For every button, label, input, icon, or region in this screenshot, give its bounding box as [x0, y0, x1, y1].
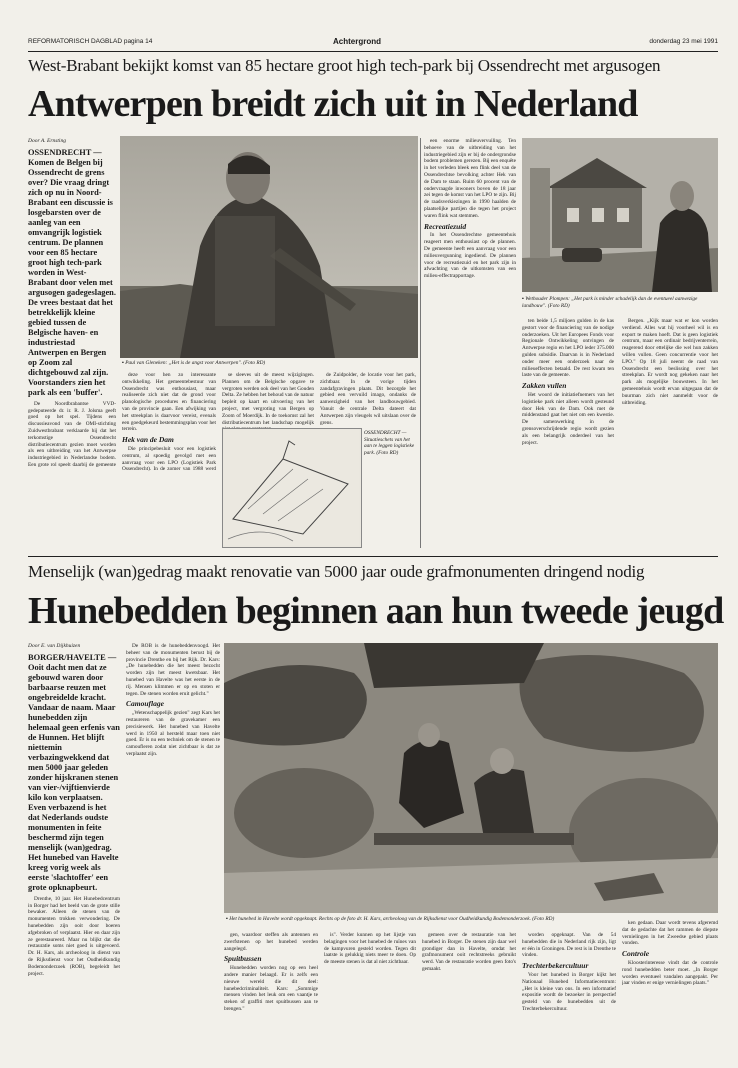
article2-column-2 — [126, 643, 220, 903]
article2-body: is". Verder kunnen op het lijstje van belagingen voor het hunebed de ruïnes van de kampvuren gesteld worden. Tegen dit laatste is gelukkig niets meer te doen. Op de meeste stenen is dat al niet zichtbaar. — [324, 932, 416, 966]
photo-illustration — [522, 138, 718, 292]
article1-body: deze voor hen zo interessante ontwikkeling. Het gemeentebestuur van Ossendrecht was enthousiast, maar realiseerde zich niet dat de grond voor planologische procedures en financiering van de provincie gaan. Een afwijking van het streekplan is daarvoor vereist, evenals een goedgekeurd bestemmingsplan voor het terrein. — [122, 372, 216, 433]
article1-body: In het Ossendrechtse gemeentehuis reageert men enthousiast op de plannen. De gemeente heeft een aanvraag voor een milieuvergunning ingediend. De plannen voor de recreatiezuid en het park zijn in afwachting van de uitkomsten van een milieu-effectrapportage. — [424, 232, 516, 280]
photo1-caption-text: Paul van Gleneken: „Het is de angst voor Antwerpen". (Foto RD) — [125, 360, 266, 366]
photo2-caption-text: Wethouder Plompen: „Het park is minder schadelijk dan de eventueel aanwezige landbouw". (Foto RD) — [522, 296, 698, 309]
article1-body: se sleeves uit de meest wijzigingen. Plannen om de Belgische opgave te vergroten werden ook deel van het Gouden Delta. Ze hebben het behoud van de natuur bepleit op kaart en uitvoering van het project, met vergroting van Bergen op Zoom of Moerdijk. In de toekomst zal het distributiecentrum het landschap mogelijk — [222, 372, 314, 426]
article2-byline: Door E. van Dijkhuizen — [28, 643, 81, 649]
article2-body: De ROB is de hunebeddenvoogd. Het beheer van de monumenten berust bij de provincie Drenthe en bij het Rijk. Dr. Kars: „De hunebedden die het meest bezocht worden zijn het meest kwetsbaar. Het hunebed van Havelte was het eerste in de rij. Mensen klimmen er op en stoten er tegen. De stenen worden eruit gelicht." — [126, 643, 220, 697]
article1-body: een enorme milieuvervuiling. Ten behoeve van de uitbreiding van het industriegebied zijn er bij de ondergrondse bodem problemen gerezen. Bij een enquête in het verleden bleek een flink deel van de Ossendrechtse bevolking achter Hek van de Dam te staan. Ruim 60 procent van de ondervraagde inwoners boven de 18 jaar zei tegen de komst van het LPO te zijn. Bij de raadsverkiezingen in 1990 haalden de plaatselijke partijen die tegen het project waren flink wat stemmen. — [424, 138, 516, 219]
article1-body: Die principebesluit voor een logistiek centrum, al spoedig gevolgd met een aanvraag voor een LPO (Logistiek Park Ossendrecht). In de zomer van 1988 werd — [122, 445, 216, 472]
article2-headline: Hunebedden beginnen aan hun tweede jeugd — [28, 590, 724, 632]
article1-subhead: Hek van de Dam — [122, 435, 174, 445]
article2-column-5 — [422, 932, 516, 1044]
article2-column-3 — [224, 932, 318, 1044]
article1-subhead: Zakken vullen — [522, 381, 567, 391]
article2-body: Drenthe, 10 jaar. Het Hunebedcentrum in Borger had het beeld van de grote stille bewaker. Alleen de stenen van de monumenten trokken verwondering. De hunebedden zijn ooit door boeren afgebroken of verplaatst. Hier en daar zijn ze gerestaureerd. Maar nu blijkt dat die restauratie soms niet goed is uitgevoerd. Dr. H. Kars, als archeoloog in dienst van de Rijksdienst voor het Oudheidkundig Bodemonderzoek (ROB), begeleidt het project. — [28, 895, 120, 977]
article1-kicker: West-Brabant bekijkt komst van 85 hectare groot high tech-park bij Ossendrecht met argusogen — [28, 56, 661, 75]
article2-body: „Wetenschappelijk gezien" zegt Kars het restaureren van de gravekamer een precisiewerk. Het hunebed van Havelte werd in 1950 al hersteld maar toen niet goed. Er is nu een techniek om de stenen te camoufleren zodat niet zichtbaar is dat ze verplaatst zijn. — [126, 710, 220, 757]
article1-byline: Door A. Ernsting — [28, 138, 66, 144]
photo2-caption: ▪ Wethouder Plompen: „Het park is minder schadelijk dan de eventueel aanwezige landbouw". (Foto RD) — [522, 296, 698, 309]
article1-body: Bergen. „Kijk maar wat er kon worden verdiend. Alles wat hij voorheel wil is en export te maken hoeft. Dat is geen logistiek centrum, maar een ordinair bedrijventerrein, reagerend door ettelijke die wel hun zakken willen vullen. Geen concurrentie voor het LPO." Op 18 juli neemt de raad van Ossendrecht een beslissing over het streekplan. Er wordt nog gekeken naar het park als mogelijke bouwsteen. In het gemeentehuis wordt ervan uitgegaan dat de buurman zich niet aanmeldt voor de uitbreiding. — [622, 318, 718, 406]
column-divider — [420, 138, 421, 548]
photo-illustration — [120, 136, 418, 358]
article1-column-5 — [424, 138, 516, 548]
photo-paul-van-gleneken — [120, 136, 418, 358]
article1-column-4 — [320, 372, 416, 427]
photo-illustration — [224, 643, 718, 913]
article1-column-7 — [622, 318, 718, 550]
issue-date: donderdag 23 mei 1991 — [649, 38, 718, 45]
article2-body: worden opgeknapt. Van de 54 hunebedden die in Nederland rijk zijn, ligt er één in Groningen. De rest is in Drenthe te vinden. — [522, 932, 616, 959]
article2-kicker: Menselijk (wan)gedrag maakt renovatie van 5000 jaar oude grafmonumenten dringend nodig — [28, 562, 645, 581]
article2-column-6 — [522, 932, 616, 1044]
article1-intro: OSSENDRECHT — Komen de Belgen bij Ossendrecht de grens over? Die vraag dringt zich op nu in Noord-Brabant een discussie is losgebarsten over de aanleg van een omvangrijk logistiek centrum. De plannen voor een 85 hectare groot high tech-park worden in West-Brabant door velen met argusogen gadegeslagen. De vrees bestaat dat het betrekkelijk kleine gebied tussen de Belgische haven- en industriestad Antwerpen en Bergen op Zoom zal dichtgebouwd zal zijn. Voorstanders zien het park als een 'buffer'. — [28, 147, 116, 397]
article2-subhead: Spuitbussen — [224, 954, 262, 964]
article2-body: ken gedaan. Daar wordt tevens afgeremd dat de gedachte dat het rammen de diepste vernielingen in het Zweedse gebied plaats vonden. — [622, 920, 718, 947]
sketch-caption: OSSENDRECHT — Situatieschets van het aan te leggen logistieke park. (Foto RD) — [364, 430, 415, 456]
site-sketch-map — [222, 428, 362, 548]
article2-body: gen, waardoor steffen als antennen en zwerfstenen op het hunebed werden aangelegd. — [224, 932, 318, 952]
article2-intro: BORGER/HAVELTE — Ooit dacht men dat ze gebouwd waren door barbaarse reuzen met ongebreidelde kracht. Vandaar de naam. Maar hunebedden zijn helemaal geen erfenis van de Hunnen. Het blijft niettemin verbazingwekkend dat men 5000 jaar geleden zonder hijskranen stenen van vier-/vijftienvierde kilo kon verplaatsen. Even verbazend is het dat Nederlands oudste monumenten in feite beschermd zijn tegen menselijk (wan)gedrag. Het hunebed van Havelte kreeg vorig week als eerste 'slachtoffer' een grote opknapbeurt. — [28, 652, 120, 892]
paper-name: REFORMATORISCH DAGBLAD pagina 14 — [28, 38, 153, 45]
article1-headline: Antwerpen breidt zich uit in Nederland — [28, 83, 638, 125]
article1-body: de Zuidpolder, de locatie voor het park, zichtbaar. In de vorige tijden zandafgravingen plaats. Dit bezorgde het gebied een vervuild imago, ondanks de aanwezigheid van het landbouwgebied. Vanuit de centrale Delta dateert dat Antwerpen zijn vleugels wil uitslaan over de grens. — [320, 372, 416, 426]
article1-subhead: Recreatiezuid — [424, 221, 467, 231]
article2-subhead: Camouflage — [126, 699, 164, 709]
article2-body: Hunebedden worden nog op een heel andere manier belaagd. Er is zelfs een nieuwe wereld die dit deel: hunebedcriminaliteit. Kars: „Sommige mensen vinden het leuk om een vaantje te steken of graffiti met spuitbussen aan te brengen." — [224, 965, 318, 1012]
article1-column-2 — [122, 372, 216, 472]
article2-subhead: Trechterbekercultuur — [522, 961, 589, 971]
article1-body: Het woord de initiatiefnemers van het logistieke park niet alleen wordt gesteund door Hek van de Dam. Ook met de middenstand gaat het niet om een kwestie. De samenwerking in de grensoverschrijdende regio wordt gezien als een belangrijk onderdeel van het project. — [522, 391, 614, 446]
header-rule — [28, 51, 718, 52]
photo1-caption: ▪ Paul van Gleneken: „Het is de angst voor Antwerpen". (Foto RD) — [122, 360, 266, 366]
article2-column-7 — [622, 920, 718, 1044]
article1-body: ten beide 1,5 miljoen gulden in de kas gestort voor de financiering van de nodige onderzoeken. Uit het Europees Fonds voor Regionale Ontwikkeling ontvingen de Antwerpse regio en het LPO ieder 375.000 gulden subsidie. Daarvan is in Nederland onder meer een onderzoek naar de milieueffecten betaald. De rest kwam ten laste van de gemeente. — [522, 318, 614, 379]
article2-column-4 — [324, 932, 416, 1044]
article1-column-6 — [522, 318, 614, 550]
photo-wethouder-plompen — [522, 138, 718, 292]
article2-subhead: Controle — [622, 949, 650, 959]
article2-column-1 — [28, 643, 120, 1043]
article2-body: Kloosterinteresse vindt dat de controle rond hunebedden beter moet. „In Borger worden eventueel vandalen aangepakt. Per jaar vinden er enige vernielingen plaats." — [622, 959, 718, 987]
article2-body: Voor het hunebed in Borger kijkt het Nationaal Hunebed Informatiecentrum: „Het is kleine van ons. In een informatief expositie wordt de bezoeker in perspectief gesteld van de hunebedden uit de Trechterbekercultuur. — [522, 971, 616, 1012]
photo3-caption: ▪ Het hunebed in Havelte wordt opgeknapt. Rechts op de foto dr. H. Kars, archeoloog van de Rijksdienst voor Oudheidkundig Bodemonderzoek. (Foto RD) — [226, 916, 555, 922]
photo-hunebed-havelte — [224, 643, 718, 913]
section-name: Achtergrond — [333, 37, 381, 46]
article-separator — [28, 556, 718, 557]
sketch-drawing — [223, 429, 359, 545]
page-header — [28, 38, 718, 50]
article2-body: gemeen over de restauratie van het hunebed in Borger. De stenen zijn daar wel grondiger dan in Havelte, omdat het grafmonument ooit rechtstreeks gebruikt werd. Van de restauratie worden geen foto's gemaakt. — [422, 932, 516, 972]
article1-body: De Noordbrabantse VVD-gedeputeerde dr. ir. R. J. Jolsma geeft goed op het spel. Tijdens een discussieavond van de OMI-stichting Zuidwestbrabant verklaarde hij dat het terkomstige Ossendrecht distributiecentrum gezien moet worden als een uitbreiding van het Antwerpse industriegebied in Nederlandse bodem. Een grote rol speelt daarbij de gemeente — [28, 400, 116, 468]
article1-column-1 — [28, 138, 116, 468]
photo3-caption-text: Het hunebed in Havelte wordt opgeknapt. Rechts op de foto dr. H. Kars, archeoloog van de Rijksdienst voor Oudheidkundig Bodemonderzoek. (Foto RD) — [229, 916, 555, 922]
